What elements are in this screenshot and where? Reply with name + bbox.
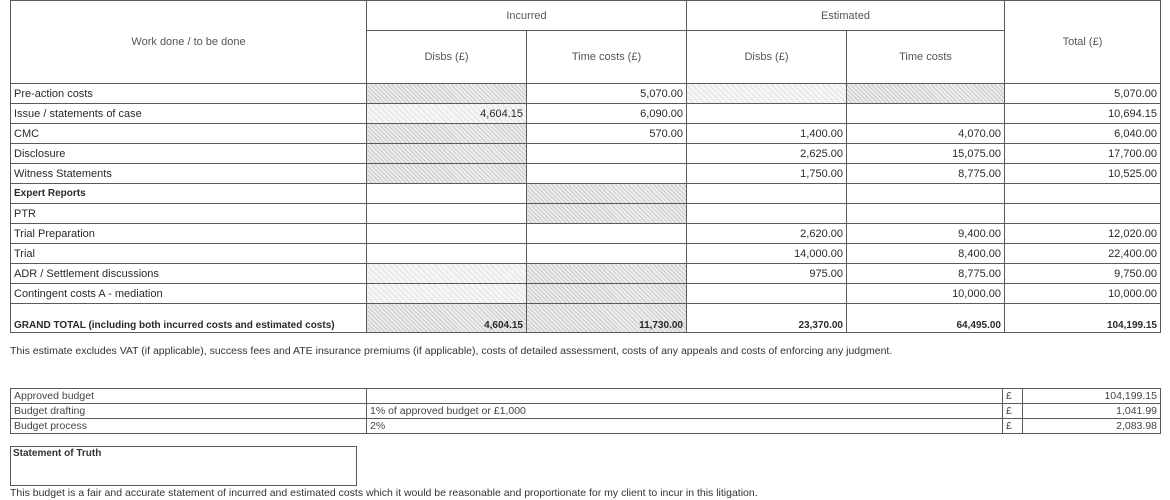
grand-total-incurred-disbs: 4,604.15	[367, 304, 527, 333]
row-total: 5,070.00	[1005, 84, 1161, 104]
table-row	[11, 124, 1161, 144]
incurred-time	[527, 204, 687, 224]
table-row	[11, 264, 1161, 284]
budget-row	[11, 404, 1161, 419]
budget-description	[367, 389, 1003, 404]
estimated-time-header: Time costs	[847, 31, 1005, 84]
budget-currency: £	[1003, 419, 1023, 434]
table-row	[11, 224, 1161, 244]
estimated-disbs: 1,750.00	[687, 164, 847, 184]
estimated-disbs-header: Disbs (£)	[687, 31, 847, 84]
budget-row	[11, 389, 1161, 404]
incurred-disbs	[367, 284, 527, 304]
row-label: Pre-action costs	[11, 84, 367, 104]
budget-description: 2%	[367, 419, 1003, 434]
incurred-time	[527, 264, 687, 284]
table-row	[11, 184, 1161, 204]
row-total: 6,040.00	[1005, 124, 1161, 144]
row-label: Trial Preparation	[11, 224, 367, 244]
incurred-time	[527, 144, 687, 164]
estimated-disbs: 2,625.00	[687, 144, 847, 164]
budget-table	[10, 388, 1161, 434]
estimated-time: 8,775.00	[847, 264, 1005, 284]
grand-total-incurred-time: 11,730.00	[527, 304, 687, 333]
estimated-time: 15,075.00	[847, 144, 1005, 164]
row-label: ADR / Settlement discussions	[11, 264, 367, 284]
estimated-header: Estimated	[687, 1, 1005, 31]
incurred-time	[527, 184, 687, 204]
grand-total-row	[11, 304, 1161, 333]
estimated-time: 8,400.00	[847, 244, 1005, 264]
table-row	[11, 104, 1161, 124]
incurred-disbs-header: Disbs (£)	[367, 31, 527, 84]
estimated-time: 4,070.00	[847, 124, 1005, 144]
budget-label: Budget drafting	[11, 404, 367, 419]
budget-currency: £	[1003, 404, 1023, 419]
incurred-disbs	[367, 144, 527, 164]
estimated-disbs	[687, 204, 847, 224]
grand-total-estimated-time: 64,495.00	[847, 304, 1005, 333]
row-total: 22,400.00	[1005, 244, 1161, 264]
incurred-time	[527, 224, 687, 244]
incurred-disbs	[367, 204, 527, 224]
row-total	[1005, 184, 1161, 204]
budget-label: Approved budget	[11, 389, 367, 404]
row-label: Issue / statements of case	[11, 104, 367, 124]
estimated-time: 9,400.00	[847, 224, 1005, 244]
incurred-time	[527, 244, 687, 264]
row-label: PTR	[11, 204, 367, 224]
statement-of-truth-text: This budget is a fair and accurate statement of incurred and estimated costs which it would be reasonable and proportionate for my client to incur in this litigation.	[10, 487, 758, 499]
phase-rows	[11, 84, 1161, 304]
row-total: 9,750.00	[1005, 264, 1161, 284]
estimated-disbs: 14,000.00	[687, 244, 847, 264]
statement-of-truth-title: Statement of Truth	[13, 448, 102, 459]
budget-description: 1% of approved budget or £1,000	[367, 404, 1003, 419]
estimated-disbs	[687, 284, 847, 304]
incurred-time: 6,090.00	[527, 104, 687, 124]
budget-value: 1,041.99	[1023, 404, 1161, 419]
incurred-time-header: Time costs (£)	[527, 31, 687, 84]
budget-currency: £	[1003, 389, 1023, 404]
estimated-time	[847, 204, 1005, 224]
row-total: 10,694.15	[1005, 104, 1161, 124]
exclusion-note: This estimate excludes VAT (if applicable), success fees and ATE insurance premiums (if applicable), costs of detailed assessment, costs of any appeals and costs of enforcing any judgment.	[10, 345, 893, 357]
estimated-disbs	[687, 84, 847, 104]
grand-total-label: GRAND TOTAL (including both incurred costs and estimated costs)	[11, 304, 367, 333]
estimated-time	[847, 84, 1005, 104]
row-total: 10,525.00	[1005, 164, 1161, 184]
incurred-disbs	[367, 244, 527, 264]
incurred-disbs: 4,604.15	[367, 104, 527, 124]
estimated-time	[847, 184, 1005, 204]
estimated-disbs: 975.00	[687, 264, 847, 284]
incurred-disbs	[367, 184, 527, 204]
table-row	[11, 244, 1161, 264]
row-label: Trial	[11, 244, 367, 264]
table-row	[11, 204, 1161, 224]
row-label: Disclosure	[11, 144, 367, 164]
row-label: Expert Reports	[11, 184, 367, 204]
total-header: Total (£)	[1005, 1, 1161, 84]
grand-total-estimated-disbs: 23,370.00	[687, 304, 847, 333]
grand-total-total: 104,199.15	[1005, 304, 1161, 333]
incurred-disbs	[367, 84, 527, 104]
row-total: 17,700.00	[1005, 144, 1161, 164]
budget-value: 104,199.15	[1023, 389, 1161, 404]
incurred-time	[527, 164, 687, 184]
incurred-disbs	[367, 224, 527, 244]
estimated-disbs: 1,400.00	[687, 124, 847, 144]
row-total	[1005, 204, 1161, 224]
estimated-time	[847, 104, 1005, 124]
work-column-header: Work done / to be done	[11, 1, 367, 84]
table-row	[11, 84, 1161, 104]
row-total: 10,000.00	[1005, 284, 1161, 304]
incurred-disbs	[367, 124, 527, 144]
row-label: Contingent costs A - mediation	[11, 284, 367, 304]
estimated-time: 8,775.00	[847, 164, 1005, 184]
incurred-disbs	[367, 264, 527, 284]
table-row	[11, 164, 1161, 184]
incurred-disbs	[367, 164, 527, 184]
estimated-disbs: 2,620.00	[687, 224, 847, 244]
budget-row	[11, 419, 1161, 434]
budget-label: Budget process	[11, 419, 367, 434]
incurred-time: 5,070.00	[527, 84, 687, 104]
table-row	[11, 284, 1161, 304]
row-total: 12,020.00	[1005, 224, 1161, 244]
costs-table	[10, 0, 1161, 333]
estimated-disbs	[687, 184, 847, 204]
row-label: CMC	[11, 124, 367, 144]
incurred-header: Incurred	[367, 1, 687, 31]
budget-value: 2,083.98	[1023, 419, 1161, 434]
incurred-time: 570.00	[527, 124, 687, 144]
estimated-time: 10,000.00	[847, 284, 1005, 304]
incurred-time	[527, 284, 687, 304]
row-label: Witness Statements	[11, 164, 367, 184]
estimated-disbs	[687, 104, 847, 124]
table-row	[11, 144, 1161, 164]
